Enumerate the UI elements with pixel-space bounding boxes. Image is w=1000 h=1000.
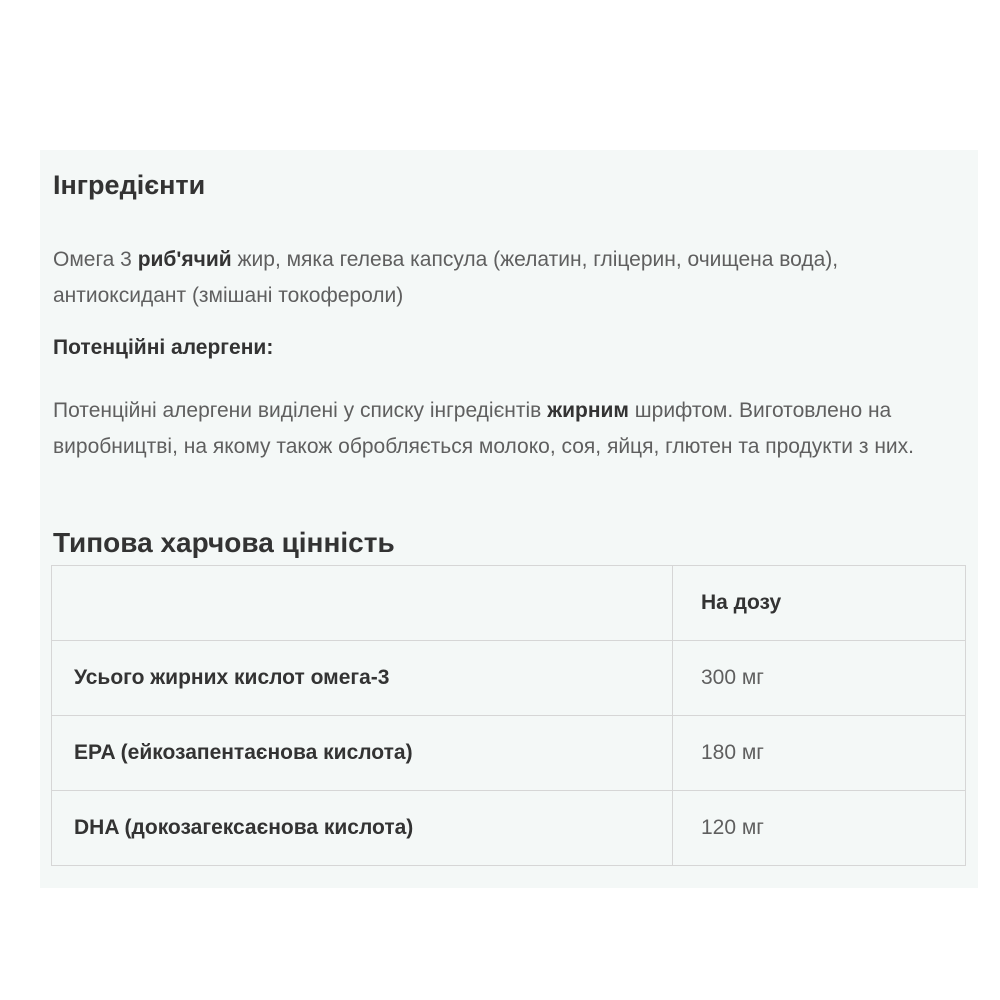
table-row xyxy=(52,716,966,791)
nutrient-name: EPA (ейкозапентаєнова кислота) xyxy=(52,716,673,791)
table-row xyxy=(52,791,966,866)
allergens-bold-word: жирним xyxy=(547,399,629,422)
allergens-text-start: Потенційні алергени виділені у списку інгредієнтів xyxy=(53,399,548,422)
allergens-title: Потенційні алергени: xyxy=(53,336,274,359)
nutrient-name: DHA (докозагексаєнова кислота) xyxy=(52,791,673,866)
allergens-text xyxy=(53,393,958,465)
nutrition-table xyxy=(51,565,966,866)
ingredients-text-start: Омега 3 xyxy=(53,248,138,271)
ingredients-title: Інгредієнти xyxy=(53,170,206,200)
ingredients-text xyxy=(53,242,958,314)
table-row xyxy=(52,641,966,716)
nutrition-header-name xyxy=(52,566,673,641)
ingredients-text-end: жир, мяка гелева капсула (желатин, гліцерин, очищена вода), антиоксидант (змішані токофероли) xyxy=(53,248,839,307)
nutrient-name: Усього жирних кислот омега-3 xyxy=(52,641,673,716)
nutrient-value: 180 мг xyxy=(673,716,966,791)
product-info-panel xyxy=(40,150,978,888)
ingredients-allergen-bold: риб'ячий xyxy=(137,248,232,271)
nutrition-title: Типова харчова цінність xyxy=(53,527,395,558)
nutrition-header-per-dose: На дозу xyxy=(673,566,966,641)
nutrient-value: 120 мг xyxy=(673,791,966,866)
nutrition-table-header-row xyxy=(52,566,966,641)
nutrient-value: 300 мг xyxy=(673,641,966,716)
allergens-text-end: шрифтом. Виготовлено на виробництві, на якому також обробляється молоко, соя, яйця, глютен та продукти з них. xyxy=(53,399,914,458)
